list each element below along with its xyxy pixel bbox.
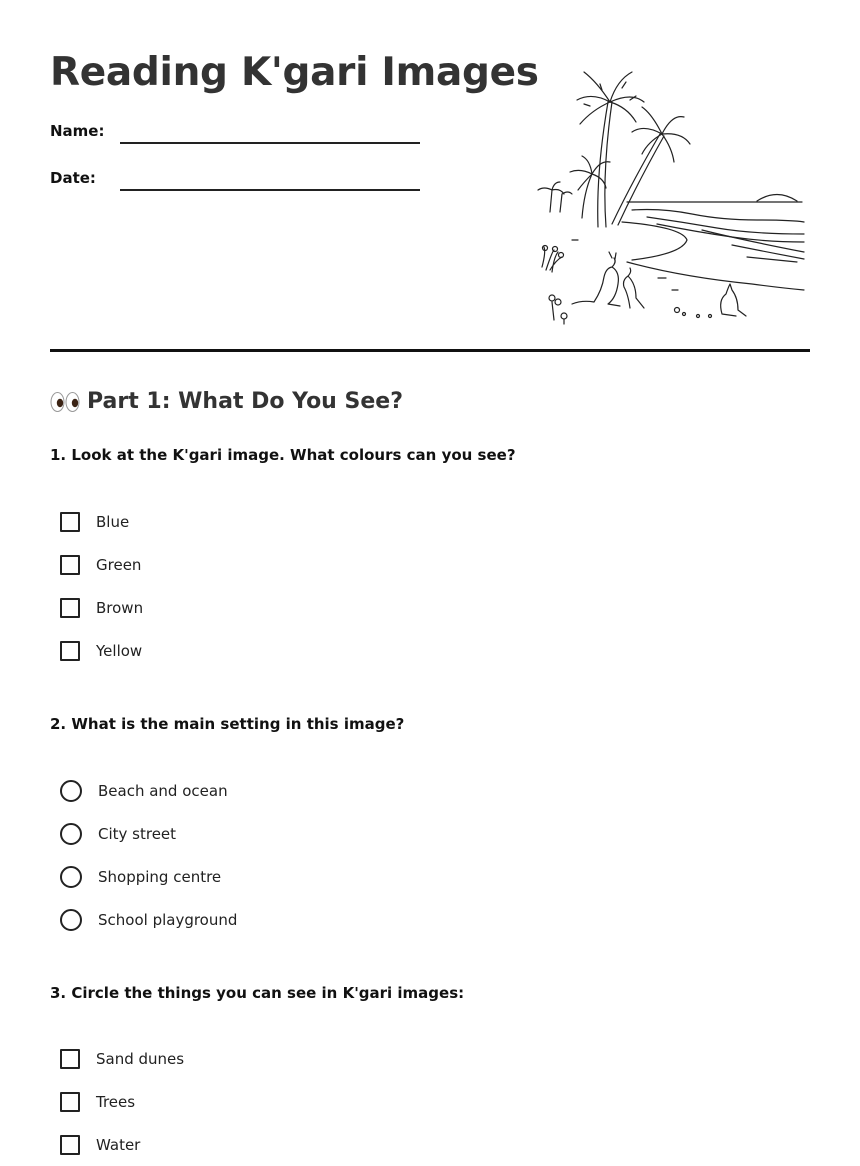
question-1: 1. Look at the K'gari image. What colours can you see? <box>50 446 516 464</box>
option-label: School playground <box>98 910 238 929</box>
date-label: Date: <box>50 169 96 187</box>
question-3-options <box>60 1037 184 1166</box>
option-label: Sand dunes <box>96 1049 185 1068</box>
option-checkbox[interactable] <box>60 1123 184 1166</box>
checkbox[interactable] <box>60 598 80 618</box>
checkbox[interactable] <box>60 1049 80 1069</box>
page-title: Reading K'gari Images <box>50 50 539 95</box>
option-radio[interactable] <box>60 769 237 812</box>
option-label: Yellow <box>96 641 143 660</box>
name-field <box>50 122 104 140</box>
option-label: Water <box>96 1135 141 1154</box>
question-2: 2. What is the main setting in this image? <box>50 715 405 733</box>
name-label: Name: <box>50 122 105 140</box>
radio-button[interactable] <box>60 866 82 888</box>
radio-button[interactable] <box>60 780 82 802</box>
option-label: Beach and ocean <box>98 781 228 800</box>
option-checkbox[interactable] <box>60 543 143 586</box>
part-1-heading <box>50 389 403 414</box>
date-field <box>50 169 96 187</box>
question-3: 3. Circle the things you can see in K'gari images: <box>50 984 465 1002</box>
header-divider <box>50 349 810 352</box>
part-1-heading-text: Part 1: What Do You See? <box>87 389 403 414</box>
option-checkbox[interactable] <box>60 500 143 543</box>
option-label: Shopping centre <box>98 867 222 886</box>
checkbox[interactable] <box>60 641 80 661</box>
question-1-options <box>60 500 143 672</box>
date-input-line[interactable] <box>120 189 420 191</box>
option-label: Trees <box>96 1092 136 1111</box>
option-label: City street <box>98 824 177 843</box>
option-radio[interactable] <box>60 898 237 941</box>
option-checkbox[interactable] <box>60 1080 184 1123</box>
option-radio[interactable] <box>60 855 237 898</box>
option-checkbox[interactable] <box>60 629 143 672</box>
option-radio[interactable] <box>60 812 237 855</box>
name-input-line[interactable] <box>120 142 420 144</box>
option-label: Green <box>96 555 142 574</box>
checkbox[interactable] <box>60 555 80 575</box>
radio-button[interactable] <box>60 909 82 931</box>
option-checkbox[interactable] <box>60 586 143 629</box>
checkbox[interactable] <box>60 1092 80 1112</box>
option-label: Brown <box>96 598 144 617</box>
beach-illustration <box>532 62 812 328</box>
option-checkbox[interactable] <box>60 1037 184 1080</box>
checkbox[interactable] <box>60 1135 80 1155</box>
eyes-icon <box>50 391 80 413</box>
option-label: Blue <box>96 512 130 531</box>
checkbox[interactable] <box>60 512 80 532</box>
radio-button[interactable] <box>60 823 82 845</box>
question-2-options <box>60 769 237 941</box>
